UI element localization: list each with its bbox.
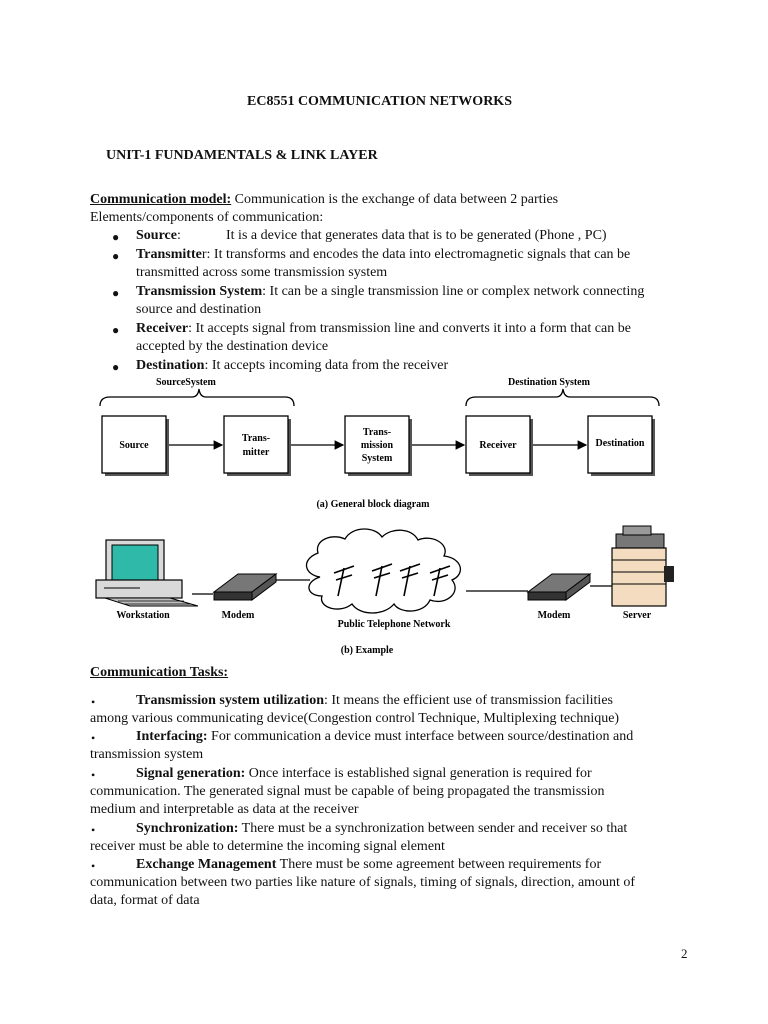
modem-left-icon	[214, 574, 276, 600]
task-signal-generation-cont2: medium and interpretable as data at the receiver	[90, 802, 359, 817]
svg-text:System: System	[361, 453, 393, 464]
bullet-receiver: Receiver: It accepts signal from transmission line and converts it into a form that can be	[136, 321, 631, 336]
svg-text:Trans-: Trans-	[362, 427, 392, 438]
unit-title: UNIT-1 FUNDAMENTALS & LINK LAYER	[106, 148, 378, 163]
workstation-icon	[96, 540, 198, 606]
block-source	[102, 416, 169, 476]
svg-text:mitter: mitter	[242, 447, 270, 458]
task-interfacing: Interfacing: For communication a device must interface between source/destination and	[136, 729, 634, 744]
task-exchange-management: Exchange Management There must be some agreement between requirements for	[136, 857, 602, 872]
bullet-icon: •	[91, 823, 96, 837]
example-caption: (b) Example	[340, 645, 394, 656]
bullet-icon: ●	[112, 230, 120, 244]
workstation-label: Workstation	[116, 610, 170, 621]
task-interfacing-cont: transmission system	[90, 747, 204, 762]
modem-right-label: Modem	[537, 610, 571, 621]
server-icon	[612, 526, 674, 606]
course-title: EC8551 COMMUNICATION NETWORKS	[247, 94, 512, 109]
task-signal-generation: Signal generation: Once interface is established signal generation is required for	[136, 766, 592, 781]
destination-system-label: Destination System	[508, 377, 590, 388]
bullet-icon: ●	[112, 286, 120, 300]
bullet-transmission-system-cont: source and destination	[136, 302, 262, 317]
svg-text:mission: mission	[360, 440, 394, 451]
block-destination	[588, 416, 655, 476]
bullet-icon: •	[91, 695, 96, 709]
source-system-label: SourceSystem	[156, 377, 216, 388]
bullet-source-text: It is a device that generates data that is to be generated (Phone , PC)	[226, 228, 607, 243]
server-label: Server	[622, 610, 652, 621]
source-system-brace	[100, 389, 294, 406]
bullet-icon: ●	[112, 249, 120, 263]
svg-text:Receiver: Receiver	[479, 440, 517, 451]
elements-line: Elements/components of communication:	[90, 210, 324, 225]
page-number: 2	[681, 946, 688, 961]
task-utilization-cont: among various communicating device(Congestion control Technique, Multiplexing technique)	[90, 711, 620, 726]
bullet-destination: Destination: It accepts incoming data from the receiver	[136, 358, 449, 373]
bullet-icon: ●	[112, 360, 120, 374]
bullet-icon: ●	[112, 323, 120, 337]
network-label: Public Telephone Network	[337, 619, 451, 630]
svg-text:Trans-: Trans-	[241, 433, 271, 444]
bullet-source: Source:	[136, 228, 181, 243]
destination-system-brace	[466, 389, 659, 406]
bullet-term: Source	[136, 228, 177, 243]
task-synchronization-cont: receiver must be able to determine the incoming signal element	[90, 839, 445, 854]
block-transmitter	[224, 416, 291, 476]
bullet-icon: •	[91, 859, 96, 873]
svg-text:Destination: Destination	[595, 438, 645, 449]
model-intro: Communication is the exchange of data between 2 parties	[231, 192, 559, 207]
task-exchange-management-cont: communication between two parties like nature of signals, timing of signals, direction, amount of	[90, 875, 636, 890]
block-diagram-caption: (a) General block diagram	[316, 499, 430, 510]
bullet-receiver-cont: accepted by the destination device	[136, 339, 329, 354]
bullet-transmitter-cont: transmitted across some transmission system	[136, 265, 388, 280]
task-signal-generation-cont: communication. The generated signal must be capable of being propagated the transmission	[90, 784, 605, 799]
bullet-icon: •	[91, 731, 96, 745]
modem-left-label: Modem	[221, 610, 255, 621]
bullet-transmitter: Transmitter: It transforms and encodes the data into electromagnetic signals that can be	[136, 247, 631, 262]
bullet-transmission-system: Transmission System: It can be a single transmission line or complex network connecting	[136, 284, 645, 299]
block-transmission-system	[345, 416, 412, 476]
task-utilization: Transmission system utilization: It means the efficient use of transmission facilities	[136, 693, 613, 708]
svg-text:Source: Source	[119, 440, 149, 451]
model-heading: Communication model:	[90, 192, 232, 207]
task-exchange-management-cont2: data, format of data	[90, 893, 200, 908]
modem-right-icon	[528, 574, 590, 600]
task-synchronization: Synchronization: There must be a synchronization between sender and receiver so that	[136, 821, 628, 836]
bullet-icon: •	[91, 768, 96, 782]
tasks-heading: Communication Tasks:	[90, 665, 229, 680]
block-receiver	[466, 416, 533, 476]
